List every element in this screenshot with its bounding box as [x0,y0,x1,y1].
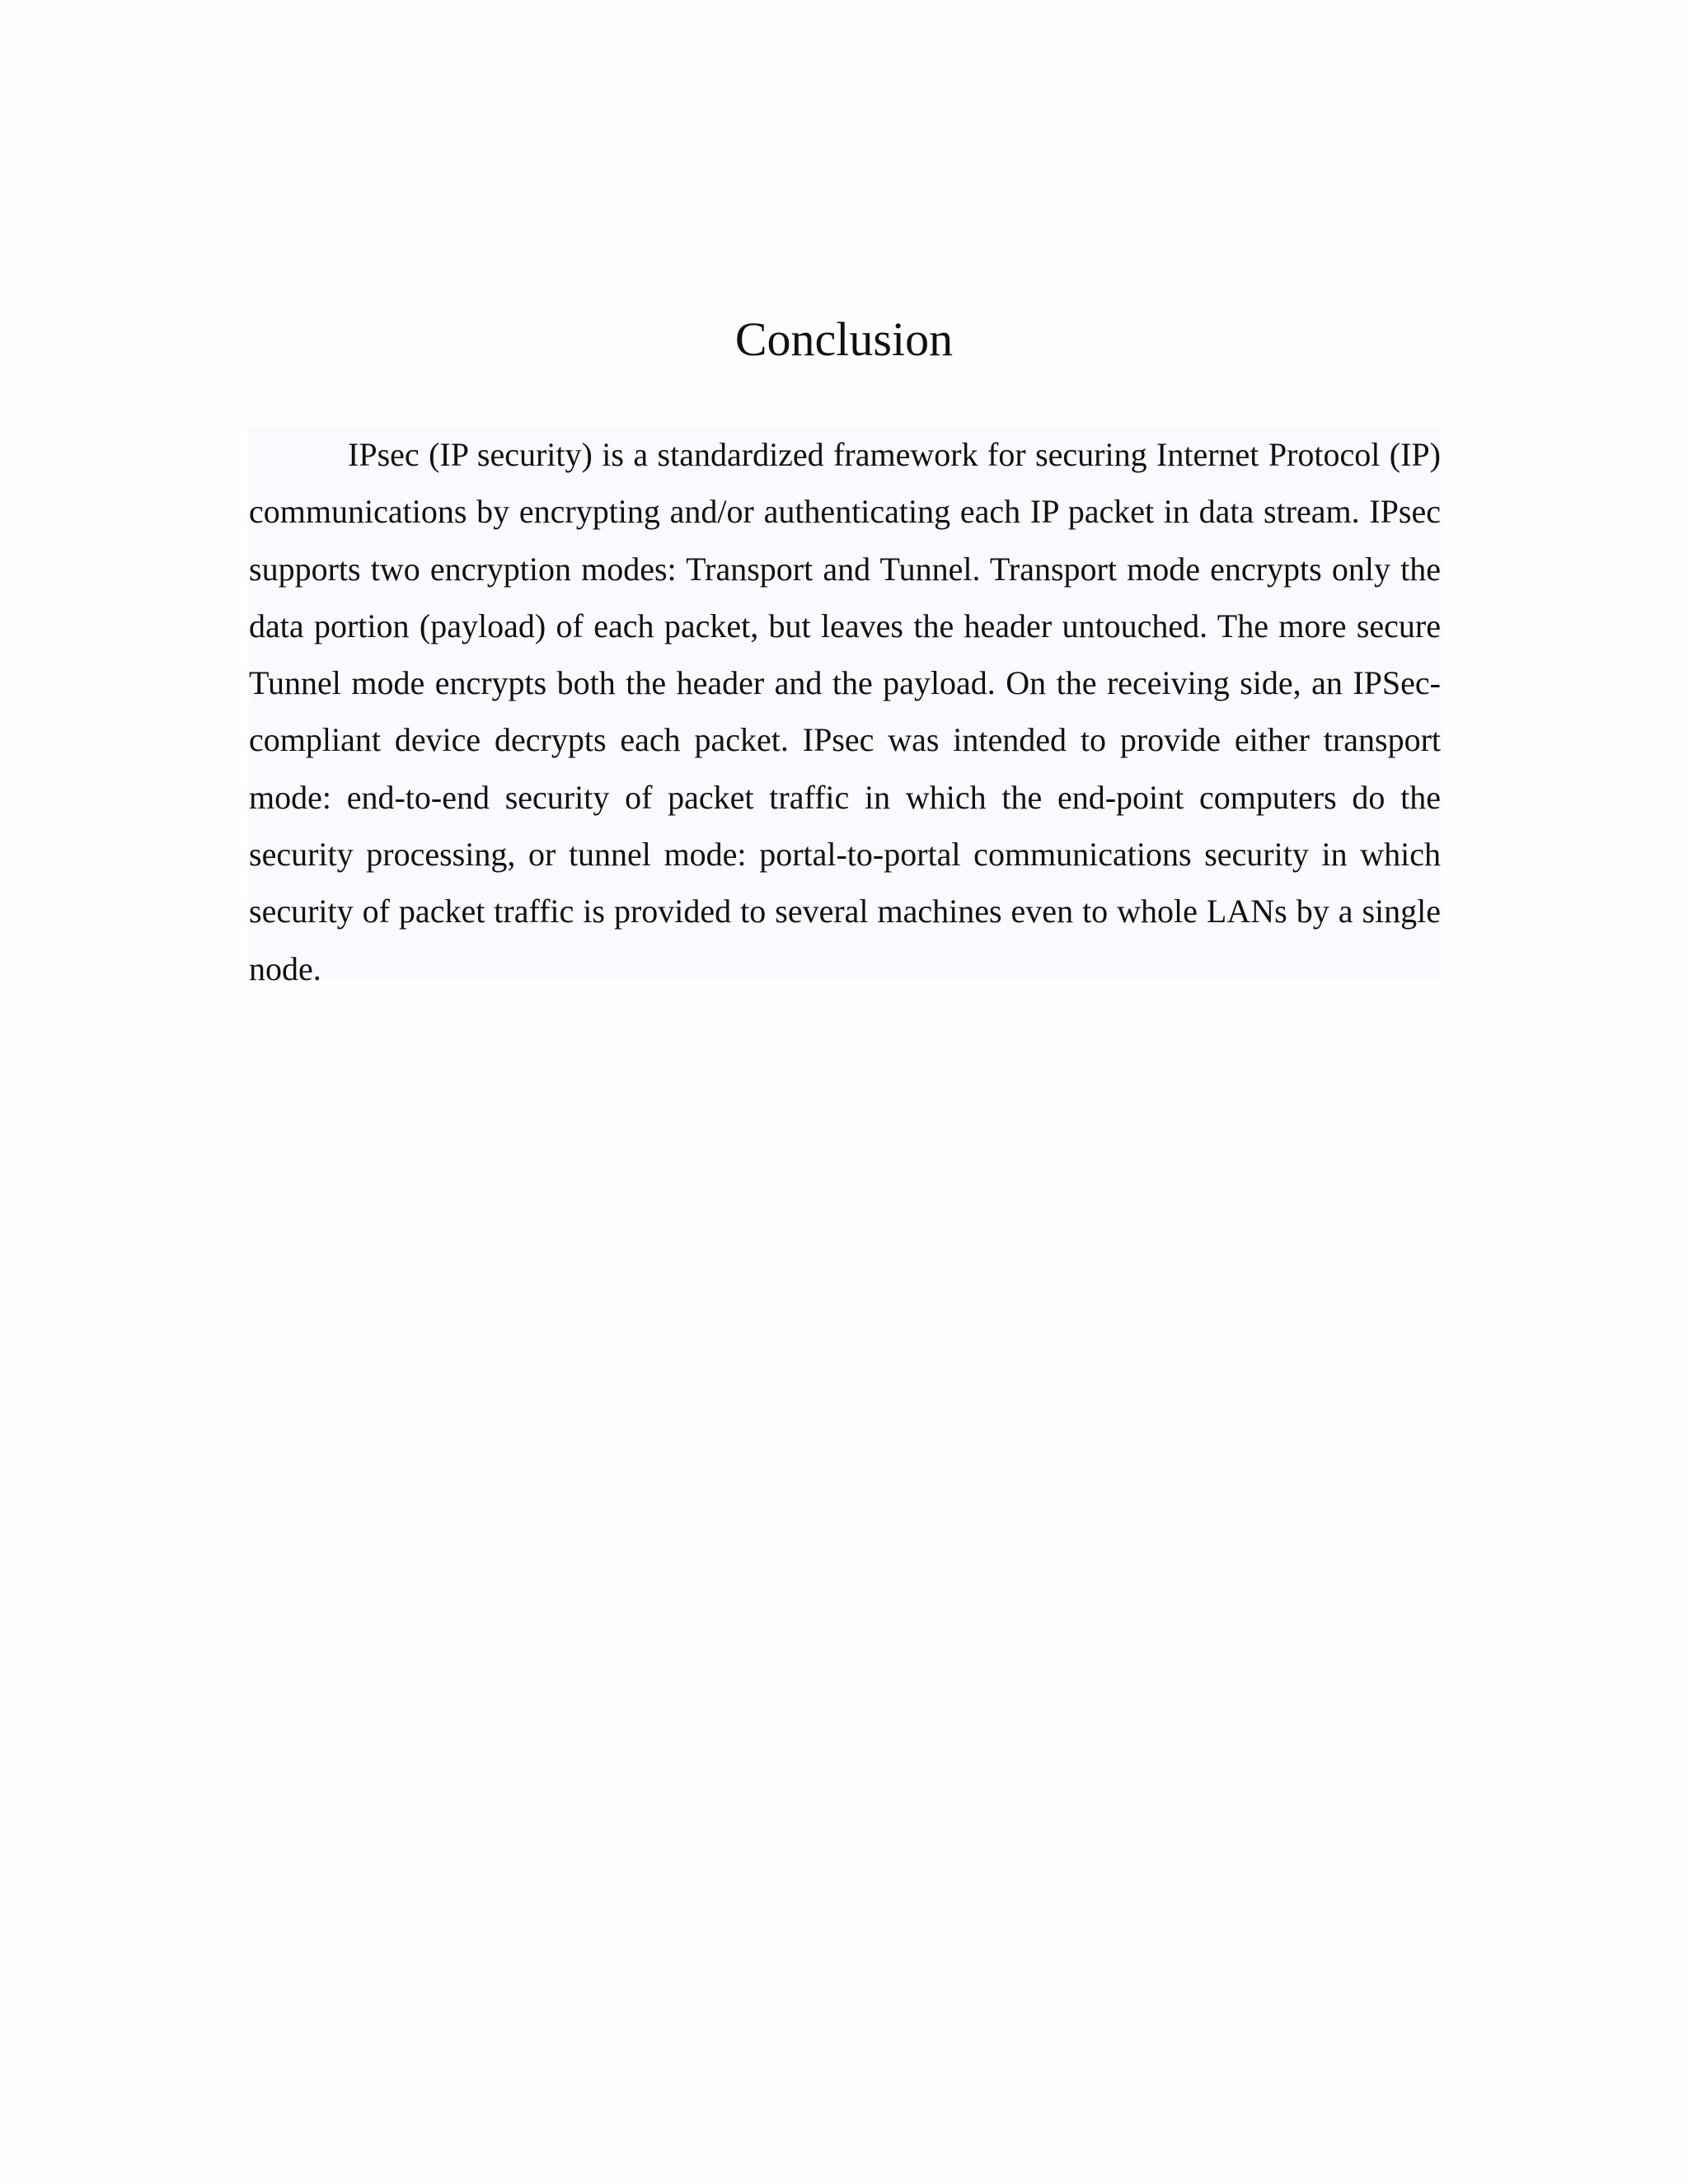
body-paragraph: IPsec (IP security) is a standardized framework for securing Internet Protocol (IP) communications by encrypting and/or authenticating each IP packet in data stream. IPsec supports two encryption modes: Transport and Tunnel. Transport mode encrypts only the data portion (payload) of each packet, but leaves the header untouched. The more secure Tunnel mode encrypts both the header and the payload. On the receiving side, an IPSec-compliant device decrypts each packet. IPsec was intended to provide either transport mode: end-to-end security of packet traffic in which the end-point computers do the security processing, or tunnel mode: portal-to-portal communications security in which security of packet traffic is provided to several machines even to whole LANs by a single node. [249,436,1441,987]
paragraph-block [249,426,1441,987]
page-title: Conclusion [734,312,954,366]
